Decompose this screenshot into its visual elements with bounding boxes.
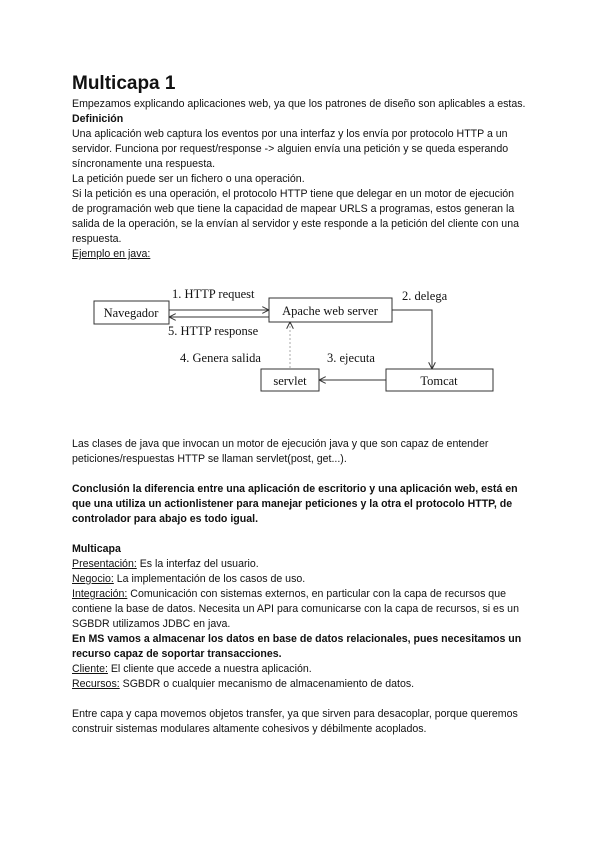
closing-paragraph: Entre capa y capa movemos objetos transfer, ya que sirven para desacoplar, porque queremos construir sistemas modulares altamente cohesivos y débilmente acoplados. bbox=[72, 708, 518, 735]
integracion-text: Comunicación con sistemas externos, en particular con la capa de recursos que contiene la base de datos. Necesita un API para comunicarse con la capa de recursos, si es un SGBDR utilizamos JDBC en java. bbox=[72, 588, 519, 630]
tomcat-label: Tomcat bbox=[420, 374, 458, 388]
negocio-text: La implementación de los casos de uso. bbox=[113, 573, 306, 585]
step5-label: 5. HTTP response bbox=[168, 324, 259, 338]
multicapa-heading: Multicapa bbox=[72, 543, 121, 555]
definicion-paragraph-3: Si la petición es una operación, el protocolo HTTP tiene que delegar en un motor de ejecución de programación web que tiene la capacidad de mapear URLS a programas, estos generan la salida de la operación, se la envían al servidor y este responde a la petición del cliente con una respuesta. bbox=[72, 188, 519, 245]
integracion-term: Integración: bbox=[72, 588, 128, 600]
definicion-paragraph-1: Una aplicación web captura los eventos por una interfaz y los envía por protocolo HTTP a un servidor. Funciona por request/response -> alguien envía una petición y se queda esperando síncronamente una respuesta. bbox=[72, 128, 509, 170]
delega-arrow bbox=[392, 310, 432, 368]
negocio-term: Negocio: bbox=[72, 573, 114, 585]
cliente-term: Cliente: bbox=[72, 663, 108, 675]
negocio-item bbox=[72, 572, 527, 587]
presentacion-term: Presentación: bbox=[72, 558, 137, 570]
recursos-item bbox=[72, 677, 527, 692]
presentacion-item bbox=[72, 557, 527, 572]
integracion-item bbox=[72, 587, 527, 632]
servlet-label: servlet bbox=[273, 374, 307, 388]
definicion-heading: Definición bbox=[72, 113, 124, 125]
page-title: Multicapa 1 bbox=[72, 73, 176, 94]
apache-label: Apache web server bbox=[282, 304, 378, 318]
cliente-text: El cliente que accede a nuestra aplicación. bbox=[107, 663, 312, 675]
document-page bbox=[72, 72, 527, 737]
step2-label: 2. delega bbox=[402, 289, 448, 303]
ms-note: En MS vamos a almacenar los datos en base de datos relacionales, pues necesitamos un recurso capaz de soportar transacciones. bbox=[72, 633, 522, 660]
recursos-term: Recursos: bbox=[72, 678, 120, 690]
conclusion-paragraph: Conclusión la diferencia entre una aplicación de escritorio y una aplicación web, está en que una utiliza un actionlistener para manejar peticiones y la otra el protocolo HTTP, de controlador para abajo es todo igual. bbox=[72, 483, 518, 525]
step3-label: 3. ejecuta bbox=[327, 351, 375, 365]
recursos-text: SGBDR o cualquier mecanismo de almacenamiento de datos. bbox=[119, 678, 415, 690]
intro-paragraph: Empezamos explicando aplicaciones web, ya que los patrones de diseño son aplicables a estas. bbox=[72, 98, 526, 110]
step4-label: 4. Genera salida bbox=[180, 351, 261, 365]
step1-label: 1. HTTP request bbox=[172, 287, 255, 301]
http-flow-diagram bbox=[72, 280, 527, 410]
presentacion-text: Es la interfaz del usuario. bbox=[136, 558, 259, 570]
cliente-item bbox=[72, 662, 527, 677]
navegador-label: Navegador bbox=[103, 306, 159, 320]
servlets-paragraph: Las clases de java que invocan un motor de ejecución java y que son capaz de entender peticiones/respuestas HTTP se llaman servlet(post, get...). bbox=[72, 438, 489, 465]
example-label: Ejemplo en java: bbox=[72, 248, 151, 260]
definicion-paragraph-2: La petición puede ser un fichero o una operación. bbox=[72, 173, 305, 185]
